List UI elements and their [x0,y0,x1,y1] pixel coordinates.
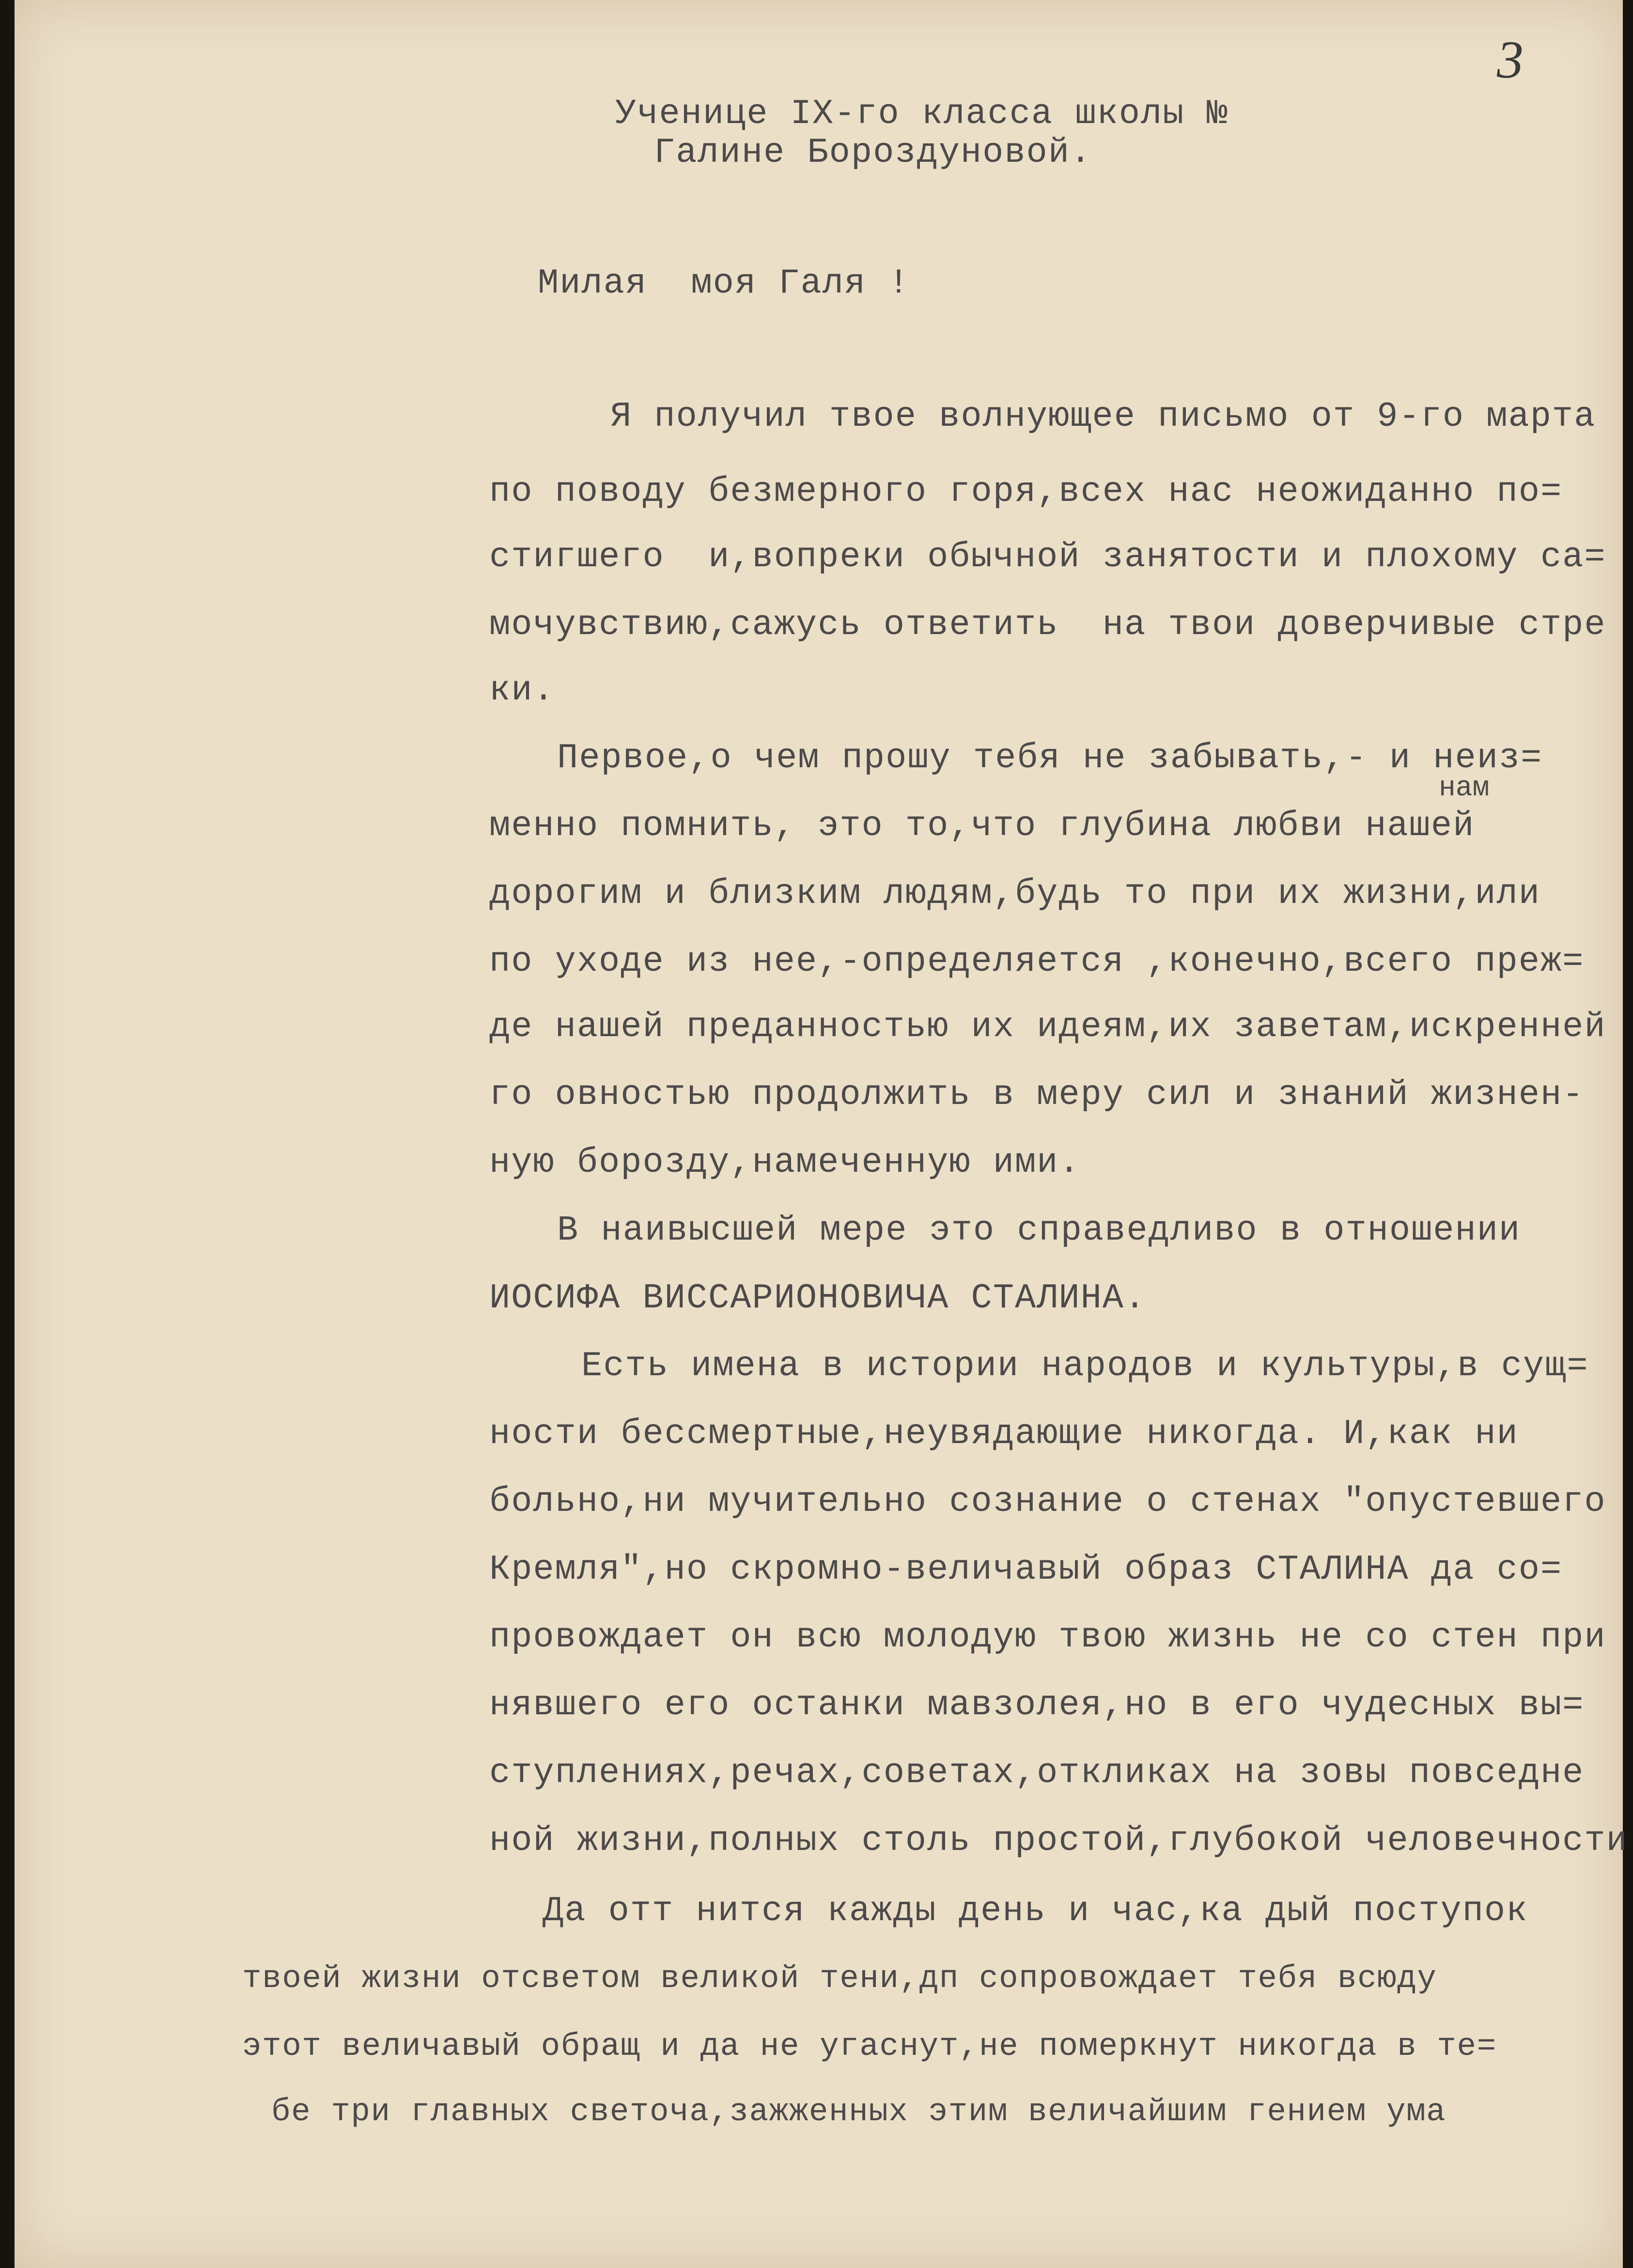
document-page [15,0,1628,2268]
body-line-21: ступлениях,речах,советах,откликах на зовы повседне [489,1753,1585,1793]
body-line-2: по поводу безмерного горя,всех нас неожиданно по= [489,472,1563,512]
body-line-14: ИОСИФА ВИССАРИОНОВИЧА СТАЛИНА. [489,1278,1147,1318]
salutation: Милая моя Галя ! [538,264,910,303]
body-line-20: нявшего его останки мавзолея,но в его чудесных вы= [489,1685,1585,1725]
body-line-15: Есть имена в истории народов и культуры,в сущ= [581,1346,1589,1386]
body-line-5: ки. [489,670,555,710]
header-line-2: Галине Бороздуновой. [654,133,1092,172]
body-line-6: Первое,о чем прошу тебя не забывать,- и неиз= [557,738,1543,778]
page-number-mark: 3 [1497,30,1524,89]
body-line-4: мочувствию,сажусь ответить на твои доверчивые стре [489,605,1606,645]
body-line-1: Я получил твое волнующее письмо от 9-го марта [610,397,1596,436]
body-line-25: этот величавый обращ и да не угаснут,не померкнут никогда в те= [242,2028,1497,2065]
body-line-10: де нашей преданностью их идеям,их заветам,искренней [489,1007,1606,1047]
body-line-26: бе три главных светоча,зажженных этим величайшим гением ума [271,2094,1446,2130]
body-line-3: стигшего и,вопреки обычной занятости и плохому са= [489,537,1606,577]
body-line-9: по уходе из нее,-определяется ,конечно,всего преж= [489,942,1585,981]
body-line-23: Да отт нится кажды день и час,ка дый поступок [543,1891,1528,1931]
body-line-12: ную борозду,намеченную ими. [489,1143,1081,1182]
body-line-24: твоей жизни отсветом великой тени,дп сопровождает тебя всюду [242,1960,1437,1997]
body-line-16: ности бессмертные,неувядающие никогда. И,как ни [489,1414,1519,1454]
body-line-18: Кремля",но скромно-величавый образ СТАЛИНА да со= [489,1550,1563,1589]
body-line-11: го овностью продолжить в меру сил и знаний жизнен- [489,1075,1585,1115]
body-line-22: ной жизни,полных столь простой,глубокой человечности [489,1821,1628,1861]
body-line-8: дорогим и близким людям,будь то при их жизни,или [489,874,1540,914]
header-line-1: Ученице IX-го класса школы № [615,94,1229,134]
body-line-13: В наивысшей мере это справедливо в отношении [557,1211,1521,1250]
handwritten-insertion: нам [1439,773,1490,804]
body-line-7: менно помнить, это то,что глубина любви нашей [489,806,1475,846]
body-line-17: больно,ни мучительно сознание о стенах "опустевшего [489,1482,1606,1522]
body-line-19: провождает он всю молодую твою жизнь не со стен при [489,1617,1606,1657]
